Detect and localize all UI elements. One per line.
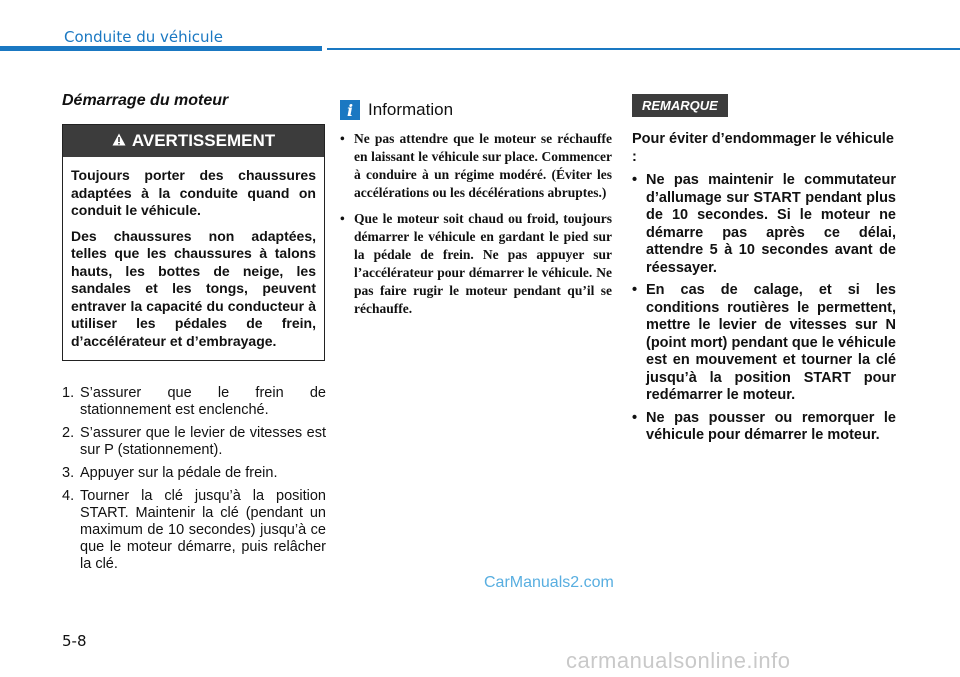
information-item	[340, 210, 612, 318]
page-number: 5-8	[62, 632, 87, 650]
information-text: Que le moteur soit chaud ou froid, toujours démarrer le véhicule en gardant le pied sur la pédale de frein. Ne pas appuyer sur l’accélérateur pour démarrer le véhicule. Ne pas faire rugir le moteur pendant qu’il se réchauffe.	[354, 211, 612, 316]
step-text: Tourner la clé jusqu’à la position START. Maintenir la clé (pendant un maximum de 10 secondes) jusqu’à ce que le moteur démarre, puis relâcher la clé.	[80, 488, 326, 572]
warning-body	[63, 157, 324, 360]
step-number: 4.	[62, 488, 75, 504]
section-title: Démarrage du moteur	[62, 92, 229, 109]
step-item	[62, 425, 326, 459]
information-item	[340, 130, 612, 202]
remarque-badge: REMARQUE	[632, 94, 728, 117]
right-column	[632, 92, 896, 450]
header-rule-thin	[327, 48, 960, 50]
step-item	[62, 465, 326, 482]
bullet-icon: •	[632, 172, 638, 188]
information-list	[340, 130, 612, 318]
warning-paragraph: Toujours porter des chaussures adaptées à la conduite quand on conduit le véhicule.	[71, 167, 316, 218]
warning-header	[63, 125, 324, 157]
information-header	[340, 100, 612, 120]
step-item	[62, 488, 326, 573]
warning-box	[62, 124, 325, 361]
remarque-item	[632, 410, 896, 445]
section-header-title: Conduite du véhicule	[64, 28, 223, 46]
remarque-text: En cas de calage, et si les conditions routières le permettent, mettre le levier de vitesses sur N (point mort) pendant que le véhicule est en mouvement et tourner la clé jusqu’à la position START pour redémarrer le moteur.	[646, 282, 896, 403]
start-steps-list	[62, 385, 326, 573]
remarque-text: Ne pas pousser ou remorquer le véhicule pour démarrer le moteur.	[646, 409, 896, 443]
page-header	[0, 0, 960, 60]
step-number: 3.	[62, 465, 75, 481]
bullet-icon: •	[340, 131, 345, 146]
watermark-carmanualsonline: carmanualsonline.info	[566, 648, 791, 673]
remarque-list	[632, 172, 896, 445]
step-item	[62, 385, 326, 419]
middle-column	[340, 92, 612, 326]
remarque-item	[632, 172, 896, 277]
step-number: 1.	[62, 385, 75, 401]
warning-paragraph: Des chaussures non adaptées, telles que les chaussures à talons hauts, les bottes de neige, les sandales et les tongs, peuvent entraver la capacité du conducteur à utiliser les pédales de frein, d’accélérateur et d’embrayage.	[71, 227, 316, 349]
remarque-item	[632, 282, 896, 405]
remarque-intro: Pour éviter d’endommager le véhicule :	[632, 131, 894, 165]
watermark-carmanuals2: CarManuals2.com	[484, 574, 614, 591]
bullet-icon: •	[632, 282, 638, 298]
bullet-icon: •	[340, 211, 345, 226]
warning-triangle-icon	[112, 131, 126, 151]
step-text: Appuyer sur la pédale de frein.	[80, 465, 278, 481]
information-text: Ne pas attendre que le moteur se réchauffe en laissant le véhicule sur place. Commencer à conduire à un régime modéré. (Éviter les accélérations ou les décélérations abruptes.)	[354, 131, 612, 200]
left-column	[62, 92, 326, 579]
header-rule-thick	[0, 46, 322, 51]
step-text: S’assurer que le levier de vitesses est sur P (stationnement).	[80, 425, 326, 458]
remarque-text: Ne pas maintenir le commutateur d’allumage sur START pendant plus de 10 secondes. Si le moteur ne démarre pas après ce délai, attendre 5 à 10 secondes avant de réessayer.	[646, 172, 896, 276]
bullet-icon: •	[632, 409, 638, 426]
warning-label: AVERTISSEMENT	[131, 131, 276, 150]
information-title: Information	[368, 100, 454, 119]
step-text: S’assurer que le frein de stationnement est enclenché.	[80, 385, 326, 418]
step-number: 2.	[62, 425, 75, 441]
info-icon: i	[340, 100, 360, 120]
